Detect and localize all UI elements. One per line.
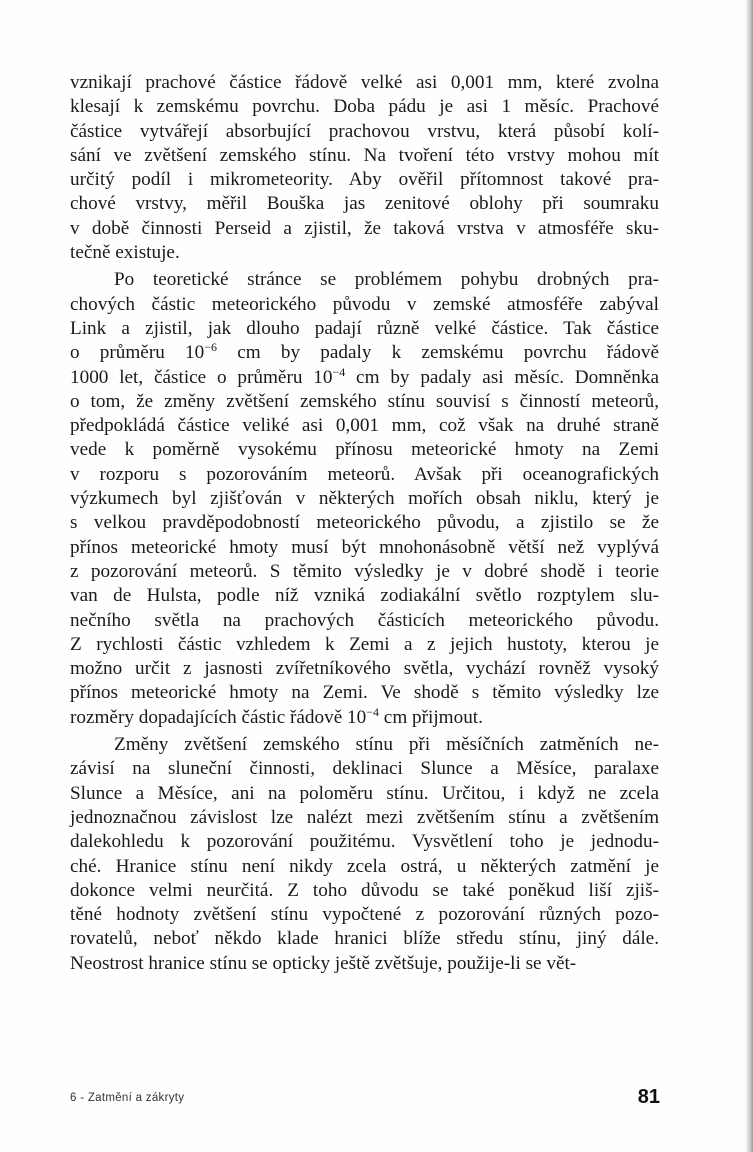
text-segment: cm by padaly asi měsíc. Domněnka <box>345 366 659 388</box>
exponent: −4 <box>332 364 346 379</box>
text-line: výzkumech byl zjišťován v některých mořích obsah niklu, který je <box>70 488 659 510</box>
text-line: částice vytvářejí absorbující prachovou vrstvu, která působí kolí- <box>70 120 659 142</box>
text-line: tečně existuje. <box>70 242 180 264</box>
text-line <box>70 706 659 730</box>
text-line: v rozporu s pozorováním meteorů. Avšak při oceanografických <box>70 463 659 485</box>
text-line: nečního světla na prachových částicích meteorického původu. <box>70 609 659 631</box>
text-line: předpokládá částice veliké asi 0,001 mm, což však na druhé straně <box>70 415 659 437</box>
paragraph <box>70 71 659 265</box>
text-line: dokonce velmi neurčitá. Z toho důvodu se také poněkud liší zjiš- <box>70 879 659 901</box>
text-line: o tom, že změny zvětšení zemského stínu souvisí s činností meteorů, <box>70 390 659 412</box>
footer-signature: 6 - Zatmění a zákryty <box>70 1092 185 1104</box>
text-line: Slunce a Měsíce, ani na poloměru stínu. Určitou, i když ne zcela <box>70 782 659 804</box>
text-line <box>70 366 659 390</box>
text-line: klesají k zemskému povrchu. Doba pádu je asi 1 měsíc. Prachové <box>70 96 659 118</box>
text-line: vznikají prachové částice řádově velké asi 0,001 mm, které zvolna <box>70 72 659 93</box>
text-line: určitý podíl i mikrometeority. Aby ověřil přítomnost takové pra- <box>70 169 659 191</box>
text-line: z pozorování meteorů. S těmito výsledky je v dobré shodě i teorie <box>70 560 659 582</box>
text-segment: cm přijmout. <box>379 706 483 728</box>
text-line: chové vrstvy, měřil Bouška jas zenitové oblohy při soumraku <box>70 193 659 215</box>
text-line: jednoznačnou závislost lze nalézt mezi zvětšením stínu a zvětšením <box>70 806 659 828</box>
text-line: těné hodnoty zvětšení stínu vypočtené z pozorování různých pozo- <box>70 904 659 926</box>
text-line: Po teoretické stránce se problémem pohybu drobných pra- <box>114 269 659 291</box>
paragraph <box>70 268 659 730</box>
text-segment: 1000 let, částice o průměru 10 <box>70 366 333 388</box>
paragraph <box>70 733 659 976</box>
text-line: dalekohledu k pozorování použitému. Vysvětlení toho je jednodu- <box>70 831 659 853</box>
page-edge-shadow <box>745 0 753 1152</box>
text-line: chových částic meteorického původu v zemské atmosféře zabýval <box>70 293 659 315</box>
text-line <box>70 341 659 365</box>
exponent: −6 <box>204 340 217 355</box>
text-line: Změny zvětšení zemského stínu při měsíčních zatměních ne- <box>114 734 659 756</box>
text-line: sání ve zvětšení zemského stínu. Na tvoření této vrstvy mohou mít <box>70 144 659 166</box>
text-line: závisí na sluneční činnosti, deklinaci Slunce a Měsíce, paralaxe <box>70 758 659 780</box>
text-line: Z rychlosti částic vzhledem k Zemi a z jejich hustoty, kterou je <box>70 633 659 655</box>
text-line: vede k poměrně vysokému přínosu meteorické hmoty na Zemi <box>70 439 659 461</box>
text-line: van de Hulsta, podle níž vzniká zodiakální světlo rozptylem slu- <box>70 585 659 607</box>
text-line: přínos meteorické hmoty musí být mnohonásobně větší než vyplývá <box>70 536 659 558</box>
body-text <box>70 71 659 976</box>
exponent: −4 <box>366 704 379 719</box>
text-segment: o průměru 10 <box>70 342 205 364</box>
page-number: 81 <box>637 1086 660 1108</box>
text-line: možno určit z jasnosti zvířetníkového světla, vychází rovněž vysoký <box>70 658 659 680</box>
text-segment: rozměry dopadajících částic řádově 10 <box>70 706 367 728</box>
text-line: Link a zjistil, jak dlouho padají různě velké částice. Tak částice <box>70 317 659 339</box>
text-line: Neostrost hranice stínu se opticky ještě zvětšuje, použije-li se vět- <box>70 952 577 974</box>
text-line: rovatelů, neboť někdo klade hranici blíže středu stínu, jiný dále. <box>70 928 659 950</box>
text-line: s velkou pravděpodobností meteorického původu, a zjistilo se že <box>70 512 659 534</box>
text-line: přínos meteorické hmoty na Zemi. Ve shodě s těmito výsledky lze <box>70 682 659 704</box>
text-line: ché. Hranice stínu není nikdy zcela ostrá, u některých zatmění je <box>70 855 659 877</box>
text-segment: cm by padaly k zemskému povrchu řádově <box>217 342 659 364</box>
text-line: v době činnosti Perseid a zjistil, že taková vrstva v atmosféře sku- <box>70 217 659 239</box>
